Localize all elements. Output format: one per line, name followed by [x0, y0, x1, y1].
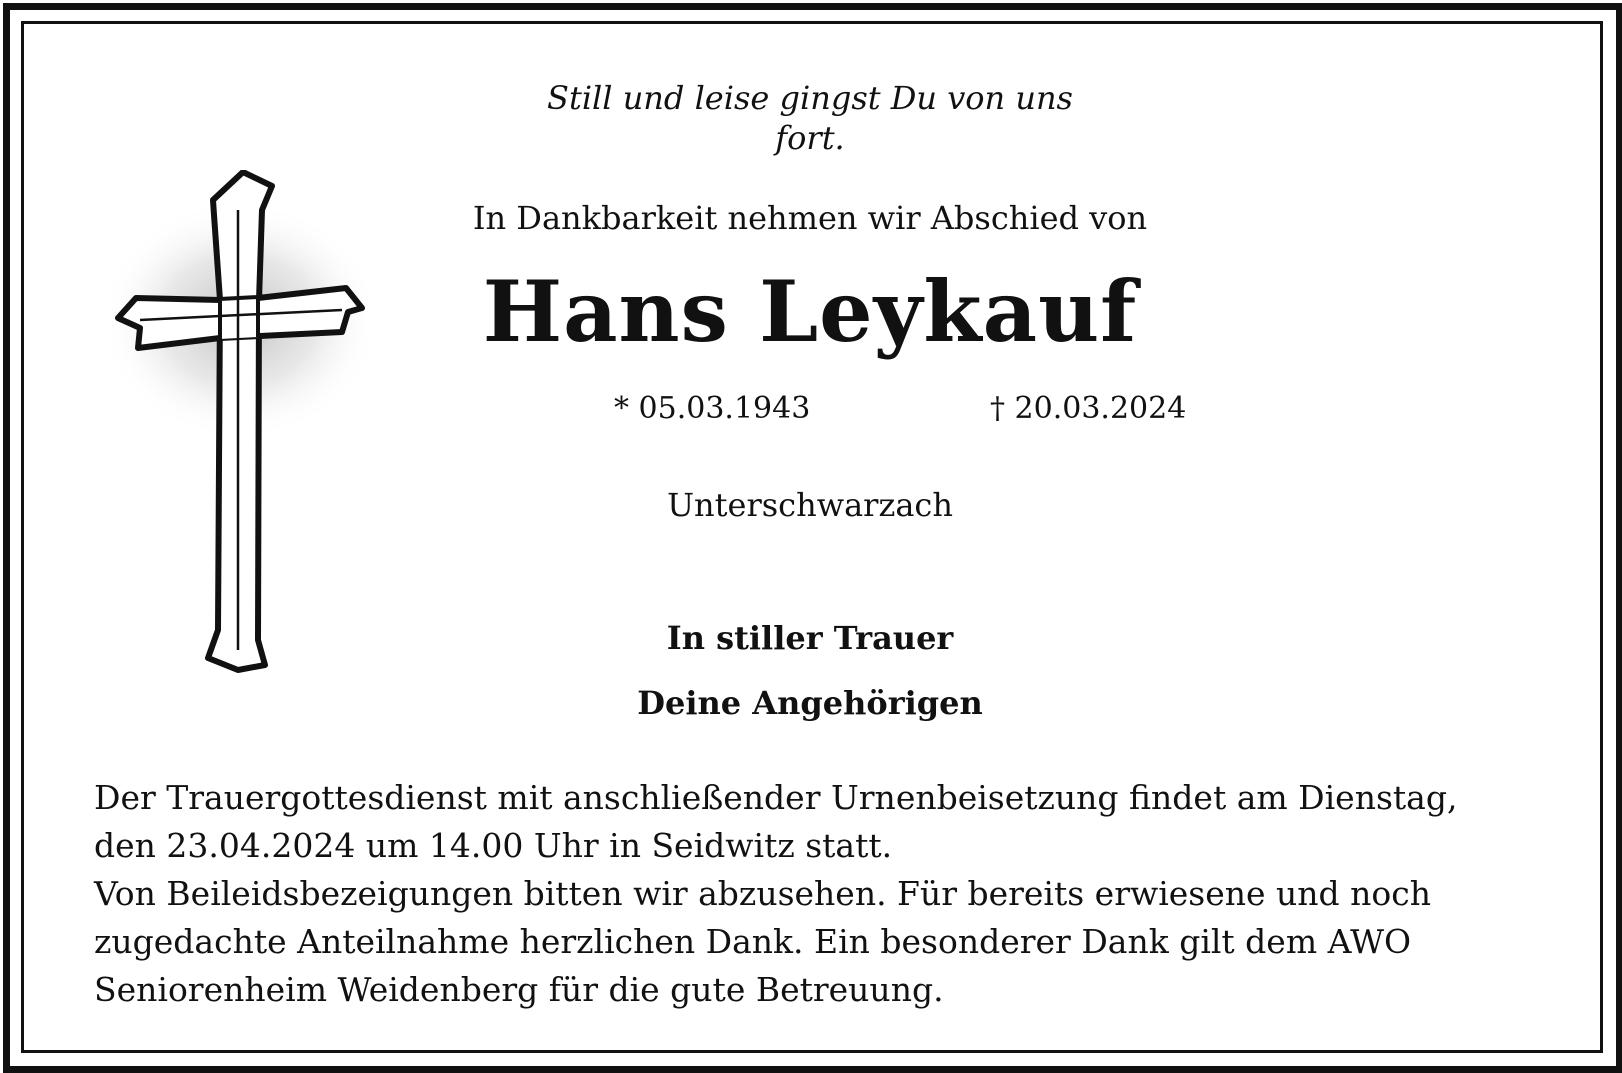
cross-icon [110, 170, 370, 710]
motto-line: Still und leise gingst Du von uns fort. [547, 79, 1073, 157]
relatives-line: Deine Angehörigen [637, 684, 983, 722]
notice-line: den 23.04.2024 um 14.00 Uhr in Seidwitz statt. [94, 826, 893, 865]
intro-line: In Dankbarkeit nehmen wir Abschied von [472, 199, 1148, 237]
service-notice [94, 774, 1544, 1014]
notice-line: Seniorenheim Weidenberg für die gute Betreuung. [94, 970, 944, 1009]
hometown: Unterschwarzach [667, 486, 953, 524]
notice-line: Der Trauergottesdienst mit anschließender Urnenbeisetzung findet am Dienstag, [94, 778, 1458, 817]
notice-line: zugedachte Anteilnahme herzlichen Dank. Ein besonderer Dank gilt dem AWO [94, 922, 1412, 961]
birth-date: * 05.03.1943 [614, 391, 811, 426]
mourning-line: In stiller Trauer [666, 619, 954, 657]
death-date: † 20.03.2024 [990, 391, 1187, 426]
deceased-name: Hans Leykauf [482, 262, 1138, 361]
notice-line: Von Beileidsbezeigungen bitten wir abzusehen. Für bereits erwiesene und noch [94, 874, 1432, 913]
